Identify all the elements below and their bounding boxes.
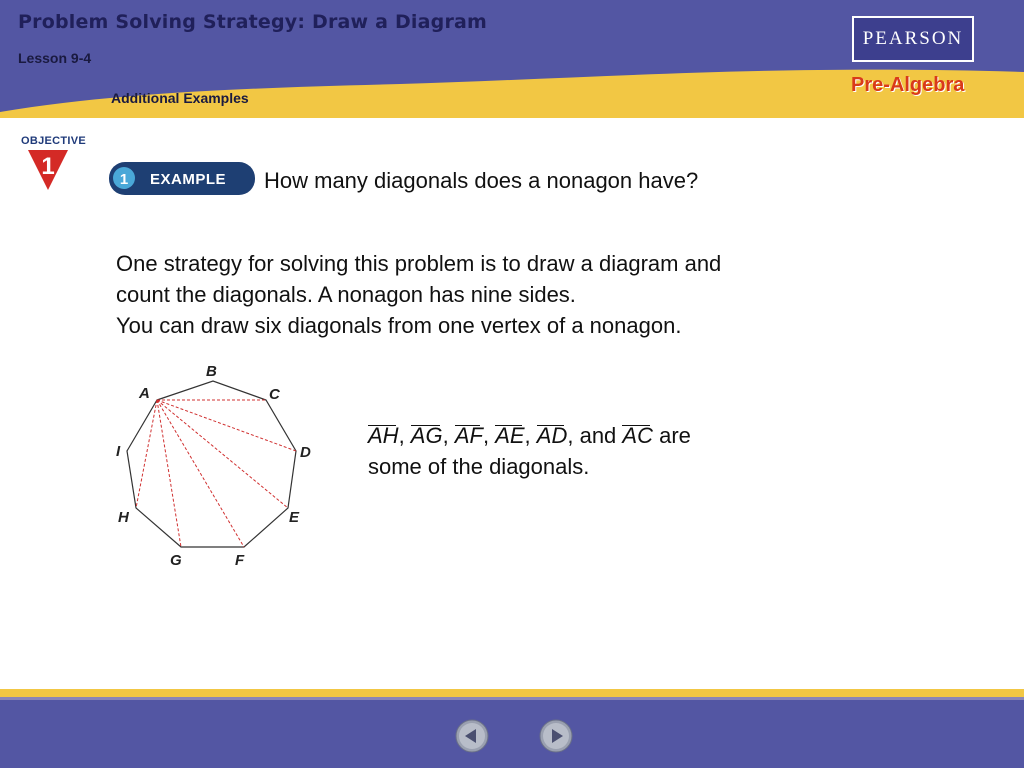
segment-ah: AH: [368, 420, 399, 451]
diagonal-af: [157, 400, 244, 547]
diagonal-ae: [157, 400, 288, 508]
previous-slide-button[interactable]: [455, 719, 489, 753]
vertex-label-g: G: [170, 552, 182, 569]
slide-title: Problem Solving Strategy: Draw a Diagram: [18, 11, 488, 33]
pearson-logo: PEARSON: [852, 16, 974, 62]
diagonal-ah: [136, 400, 157, 508]
example-badge: [108, 160, 256, 197]
slide-header: [0, 0, 1024, 118]
example-number: 1: [119, 171, 129, 188]
segment-ae: AE: [495, 420, 524, 451]
course-name: Pre-Algebra: [851, 74, 965, 96]
example-label: EXAMPLE: [150, 171, 227, 188]
nonagon-outline: [127, 381, 296, 547]
vertex-label-b: B: [206, 363, 217, 380]
explanation-paragraph: [116, 248, 856, 341]
vertex-label-f: F: [235, 552, 245, 569]
vertex-label-e: E: [289, 509, 300, 526]
segment-ad: AD: [537, 420, 568, 451]
vertex-label-c: C: [269, 386, 280, 403]
diagonal-lines: [136, 400, 296, 547]
explanation-line: You can draw six diagonals from one vertex of a nonagon.: [116, 313, 682, 338]
vertex-label-h: H: [118, 509, 129, 526]
are-word: are: [659, 423, 691, 448]
conclusion-line-2: some of the diagonals.: [368, 454, 590, 479]
and-word: and: [579, 423, 617, 448]
footer-background: [0, 689, 1024, 768]
objective-label: OBJECTIVE: [21, 135, 87, 147]
vertex-label-d: D: [300, 444, 311, 461]
segment-ac: AC: [622, 420, 653, 451]
diagonal-ad: [157, 400, 296, 451]
vertex-label-a: A: [139, 385, 150, 402]
diagonal-ag: [157, 400, 181, 547]
vertex-label-i: I: [116, 443, 121, 460]
segment-af: AF: [455, 420, 483, 451]
explanation-line: count the diagonals. A nonagon has nine sides.: [116, 282, 576, 307]
objective-badge-icon: [26, 148, 70, 192]
conclusion-text: AH, AG, AF, AE, AD, and AC are some of the diagonals.: [368, 420, 691, 482]
objective-number: 1: [41, 153, 55, 180]
question-text: How many diagonals does a nonagon have?: [264, 168, 699, 193]
slide-footer: [0, 689, 1024, 768]
next-slide-button[interactable]: [539, 719, 573, 753]
nonagon-diagram: [105, 350, 325, 575]
explanation-line: One strategy for solving this problem is to draw a diagram and: [116, 251, 722, 276]
section-subtitle: Additional Examples: [111, 90, 249, 106]
lesson-label: Lesson 9-4: [18, 50, 92, 66]
segment-ag: AG: [411, 420, 443, 451]
